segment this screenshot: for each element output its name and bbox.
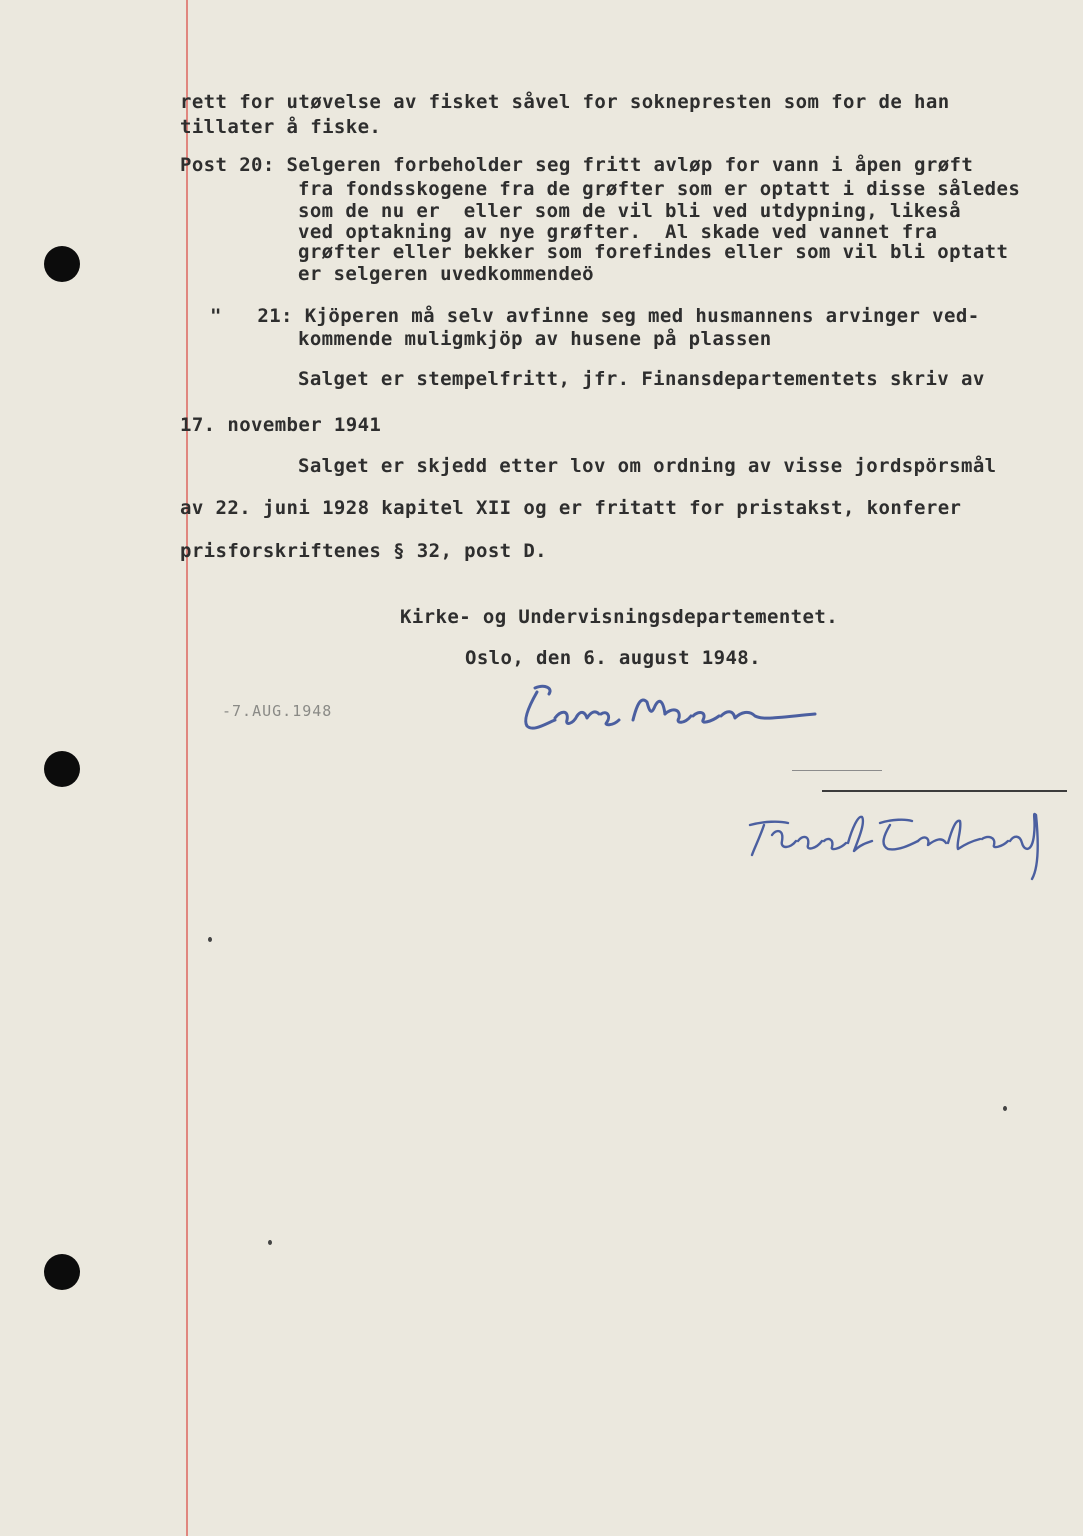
text-line-8: er selgeren uvedkommendeö [298, 263, 594, 285]
text-line-4: fra fondsskogene fra de grøfter som er optatt i disse således [298, 178, 1021, 200]
text-line-3: Post 20: Selgeren forbeholder seg fritt avløp for vann i åpen grøft [180, 154, 974, 176]
ink-speck [268, 1240, 272, 1245]
margin-line [186, 0, 188, 1536]
text-line-14: av 22. juni 1928 kapitel XII og er fritatt for pristakst, konferer [180, 497, 962, 519]
text-line-9: " 21: Kjöperen må selv avfinne seg med husmannens arvinger ved- [210, 305, 980, 327]
punch-hole-middle [44, 751, 80, 787]
text-line-1: rett for utøvelse av fisket såvel for soknepresten som for de han [180, 91, 950, 113]
signature-thoralf-erland [740, 805, 1050, 890]
department-name: Kirke- og Undervisningsdepartementet. [400, 606, 839, 628]
text-line-2: tillater å fiske. [180, 116, 382, 138]
ink-speck [208, 937, 212, 942]
place-date: Oslo, den 6. august 1948. [465, 647, 761, 669]
text-line-12: 17. november 1941 [180, 414, 382, 436]
punch-hole-bottom [44, 1254, 80, 1290]
text-line-5: som de nu er eller som de vil bli ved utdypning, likeså [298, 200, 961, 222]
text-line-13: Salget er skjedd etter lov om ordning av visse jordspörsmål [298, 455, 997, 477]
signature-line [822, 790, 1067, 792]
signature-lars-moen [515, 680, 825, 740]
date-stamp: -7.AUG.1948 [222, 702, 333, 720]
text-line-10: kommende muligmkjöp av husene på plassen [298, 328, 772, 350]
signature-underline-short [792, 770, 882, 771]
text-line-15: prisforskriftenes § 32, post D. [180, 540, 548, 562]
text-line-11: Salget er stempelfritt, jfr. Finansdepartementets skriv av [298, 368, 985, 390]
text-line-6: ved optakning av nye grøfter. Al skade ved vannet fra [298, 221, 938, 243]
text-line-7: grøfter eller bekker som forefindes eller som vil bli optatt [298, 241, 1009, 263]
punch-hole-top [44, 246, 80, 282]
ink-speck [1003, 1106, 1007, 1111]
